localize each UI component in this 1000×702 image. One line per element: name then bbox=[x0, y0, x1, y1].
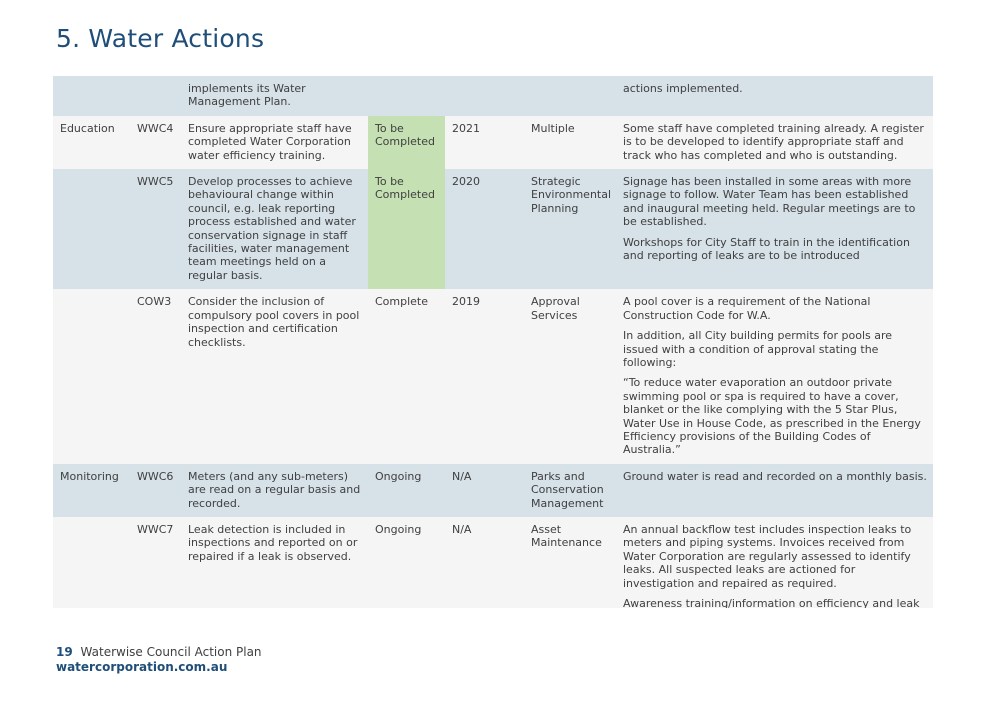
progress-cell bbox=[616, 76, 933, 116]
year-cell: N/A bbox=[445, 517, 524, 608]
progress-cell bbox=[616, 517, 933, 608]
footer-plan-title: Waterwise Council Action Plan bbox=[80, 645, 262, 659]
page-footer bbox=[56, 645, 262, 675]
status-cell: Ongoing bbox=[368, 464, 445, 517]
action-code-cell bbox=[130, 76, 181, 116]
year-cell: N/A bbox=[445, 464, 524, 517]
table-row bbox=[53, 464, 933, 517]
progress-paragraph: Some staff have completed training already. A register is to be developed to identify appropriate staff and track who has completed and who is outstanding. bbox=[623, 121, 924, 162]
responsible-cell: Approval Services bbox=[524, 289, 616, 463]
table-row bbox=[53, 169, 933, 289]
year-cell: 2020 bbox=[445, 169, 524, 289]
footer-website: watercorporation.com.au bbox=[56, 660, 228, 674]
progress-paragraph: Ground water is read and recorded on a monthly basis. bbox=[623, 469, 927, 483]
status-cell: To be Completed bbox=[368, 169, 445, 289]
action-code-cell: WWC6 bbox=[130, 464, 181, 517]
responsible-cell: Multiple bbox=[524, 116, 616, 169]
status-cell: Complete bbox=[368, 289, 445, 463]
progress-paragraph: An annual backflow test includes inspection leaks to meters and piping systems. Invoices received from Water Corporation are regularly assessed to identify leaks. All suspected leaks are actioned for investigation and repaired as required. bbox=[623, 522, 912, 590]
progress-paragraph: In addition, all City building permits for pools are issued with a condition of approval stating the following: bbox=[623, 329, 893, 369]
table-row bbox=[53, 289, 933, 463]
year-cell: 2019 bbox=[445, 289, 524, 463]
status-cell bbox=[368, 76, 445, 116]
progress-paragraph: “To reduce water evaporation an outdoor private swimming pool or spa is required to have a cover, blanket or the like complying with the 5 Star Plus, Water Use in House Code, as prescribed in the Energy Efficiency provisions of the Building Codes of Australia.” bbox=[623, 376, 921, 457]
action-code-cell: COW3 bbox=[130, 289, 181, 463]
action-description-cell: implements its Water Management Plan. bbox=[181, 76, 368, 116]
table-row bbox=[53, 76, 933, 116]
progress-paragraph: Workshops for City Staff to train in the identification and reporting of leaks are to be introduced bbox=[623, 235, 910, 263]
page-title: 5. Water Actions bbox=[56, 24, 265, 53]
category-cell bbox=[53, 76, 130, 116]
category-cell bbox=[53, 517, 130, 608]
year-cell: 2021 bbox=[445, 116, 524, 169]
progress-paragraph: A pool cover is a requirement of the National Construction Code for W.A. bbox=[623, 295, 871, 322]
category-cell bbox=[53, 289, 130, 463]
action-description-cell: Meters (and any sub-meters) are read on a regular basis and recorded. bbox=[181, 464, 368, 517]
action-code-cell: WWC4 bbox=[130, 116, 181, 169]
action-description-cell: Ensure appropriate staff have completed Water Corporation water efficiency training. bbox=[181, 116, 368, 169]
actions-table-container bbox=[53, 76, 933, 608]
progress-paragraph: Signage has been installed in some areas with more signage to follow. Water Team has been established and inaugural meeting held. Regular meetings are to be established. bbox=[623, 175, 916, 229]
category-cell: Education bbox=[53, 116, 130, 169]
responsible-cell: Strategic Environmental Planning bbox=[524, 169, 616, 289]
progress-cell bbox=[616, 289, 933, 463]
responsible-cell: Asset Maintenance bbox=[524, 517, 616, 608]
category-cell: Monitoring bbox=[53, 464, 130, 517]
table-row bbox=[53, 116, 933, 169]
progress-cell bbox=[616, 169, 933, 289]
action-code-cell: WWC5 bbox=[130, 169, 181, 289]
water-actions-table bbox=[53, 76, 933, 608]
progress-paragraph: actions implemented. bbox=[623, 82, 743, 95]
status-cell: Ongoing bbox=[368, 517, 445, 608]
status-cell: To be Completed bbox=[368, 116, 445, 169]
progress-cell bbox=[616, 464, 933, 517]
action-description-cell: Develop processes to achieve behavioural change within council, e.g. leak reporting process established and water conservation signage in staff facilities, water management team meetings held on a regular basis. bbox=[181, 169, 368, 289]
progress-cell bbox=[616, 116, 933, 169]
action-description-cell: Consider the inclusion of compulsory pool covers in pool inspection and certification checklists. bbox=[181, 289, 368, 463]
page-number: 19 bbox=[56, 645, 73, 659]
year-cell bbox=[445, 76, 524, 116]
responsible-cell bbox=[524, 76, 616, 116]
responsible-cell: Parks and Conservation Management bbox=[524, 464, 616, 517]
action-description-cell: Leak detection is included in inspections and reported on or repaired if a leak is observed. bbox=[181, 517, 368, 608]
progress-paragraph: Awareness training/information on efficiency and leak bbox=[623, 597, 920, 608]
category-cell bbox=[53, 169, 130, 289]
table-row bbox=[53, 517, 933, 608]
action-code-cell: WWC7 bbox=[130, 517, 181, 608]
